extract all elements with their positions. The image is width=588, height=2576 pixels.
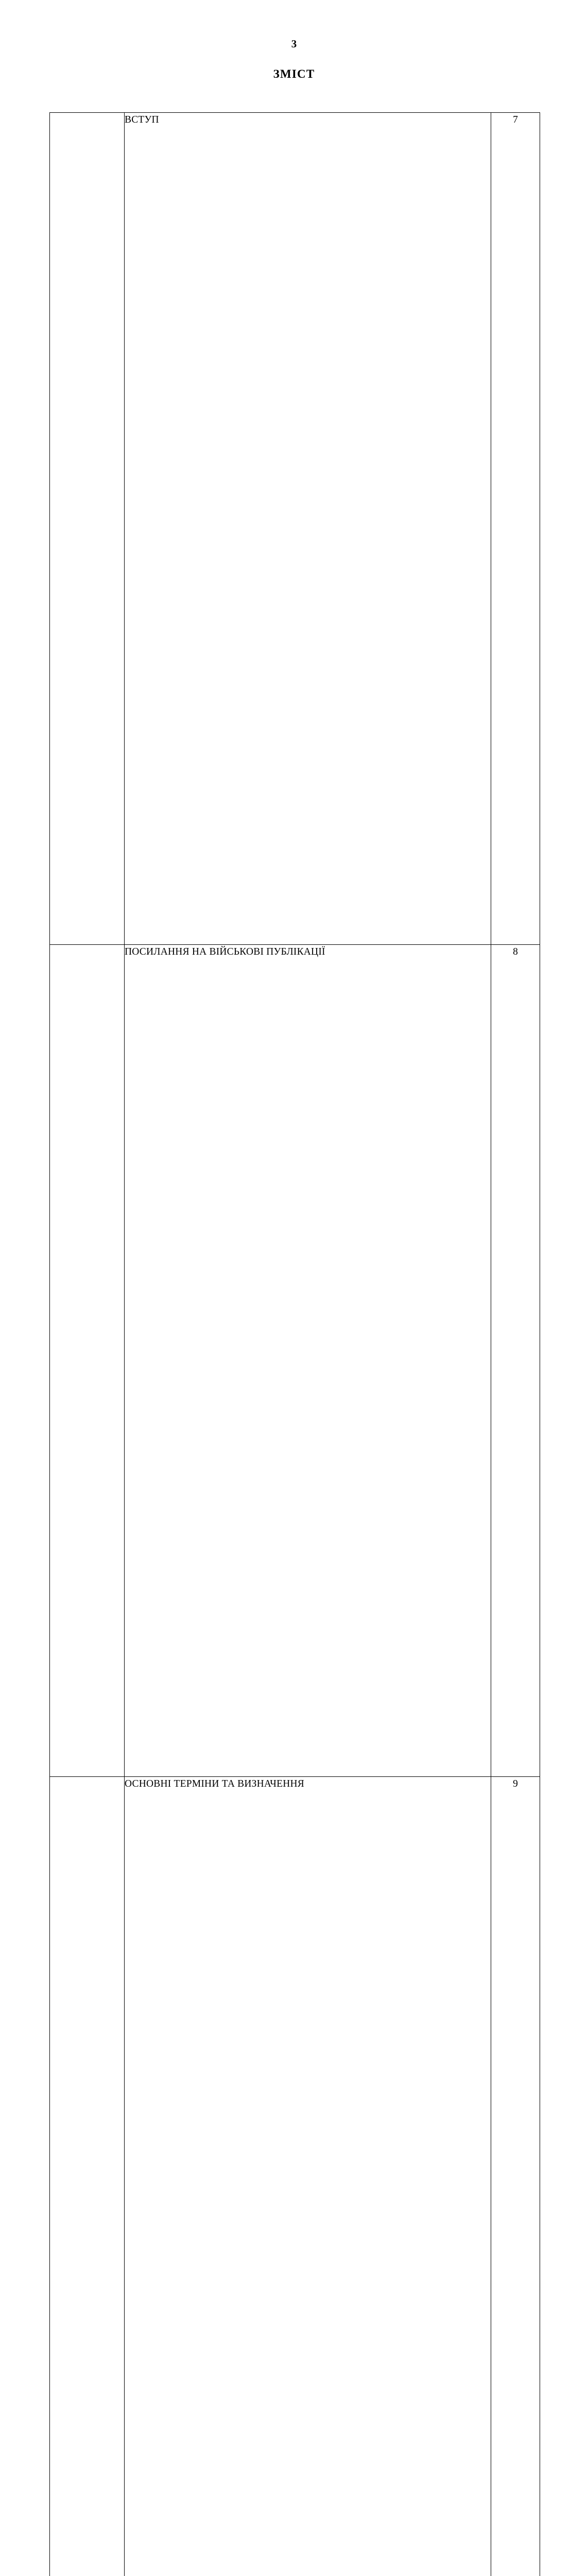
toc-row-number [50,1777,125,2576]
table-row[interactable] [50,1777,540,2576]
table-row[interactable] [50,945,540,1777]
toc-row-title[interactable]: ОСНОВНІ ТЕРМІНИ ТА ВИЗНАЧЕННЯ [125,1777,491,2576]
toc-row-page: 7 [491,113,540,945]
toc-row-page: 8 [491,945,540,1777]
toc-row-page: 9 [491,1777,540,2576]
toc-row-number [50,945,125,1777]
toc-row-title[interactable]: ВСТУП [125,113,491,945]
page-number: 3 [0,39,588,49]
toc-row-title[interactable]: ПОСИЛАННЯ НА ВІЙСЬКОВІ ПУБЛІКАЦІЇ [125,945,491,1777]
page-title: ЗМІСТ [0,68,588,80]
document-page [0,0,588,832]
table-of-contents [49,112,540,2576]
toc-table [49,112,540,2576]
table-row[interactable] [50,113,540,945]
toc-row-number [50,113,125,945]
toc-table-body [50,113,540,2576]
